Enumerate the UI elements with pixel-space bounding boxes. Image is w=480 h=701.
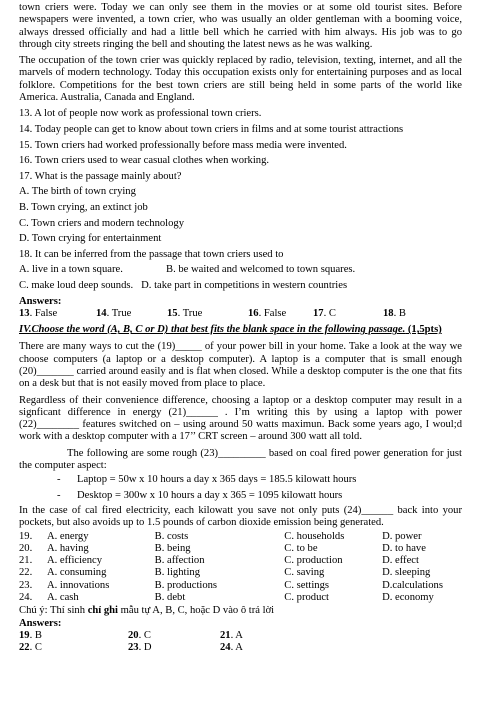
cloze-paragraph-4: In the case of cal fired electricity, each kilowatt you save not only puts (24)______ back into your pockets, but also avoids up to 1.5 pounds of carbon dioxide emission being generated. (19, 504, 462, 529)
choices-row-21: 21. A. efficiency B. affection C. production D. effect (19, 555, 419, 567)
cloze-paragraph-3: The following are some rough (23)_________ based on coal fired power generation for just the computer aspect: (19, 447, 462, 472)
question-17-option-d: D. Town crying for entertainment (19, 233, 162, 245)
answer-key-row-1 (19, 630, 243, 642)
answer-15: 15. True (167, 307, 203, 319)
bullet-laptop: - Laptop = 50w x 10 hours a day x 365 days = 185.5 kilowatt hours (57, 474, 357, 486)
answer-16: 16. False (248, 307, 287, 319)
statement-15: 15. Town criers had worked professionally before mass media were invented. (19, 139, 347, 151)
answer-key-row-2 (19, 642, 243, 654)
answer-key-19-24 (19, 630, 243, 655)
cloze-paragraph-2: Regardless of their convenience difference, choosing a laptop or a desktop computer may result in a signficant difference in energy (21)______ . I’m writing this by using a laptop with power (22)________ features switched on – using around 50 watts maximun. Back some years ago, I woul;d work with a desktop computer with a 17’’ CRT screen – around 300 watt all told. (19, 394, 462, 443)
answer-key-13-18 (19, 308, 462, 320)
answers-label-2: Answers: (19, 617, 62, 629)
question-18: 18. It can be inferred from the passage that town criers used to (19, 248, 284, 260)
question-18-options-row-1 (19, 264, 462, 276)
choices-row-23: 23. A. innovations B. productions C. settings D.calculations (19, 579, 443, 591)
cloze-paragraph-1: There are many ways to cut the (19)_____ of your power bill in your home. Take a look at the way we choose computers (a laptop or a desktop computer). A laptop is a computer that is small enough (20)_______ carried around easily and is flat when closed. While a desktop computer is the one that fits on a desk but that is not easily moved from place to place. (19, 341, 462, 390)
answer-23: 23. D (128, 642, 152, 654)
answer-20: 20. C (128, 629, 151, 641)
question-17-option-a: A. The birth of town crying (19, 186, 136, 198)
answer-14: 14. True (96, 307, 132, 319)
section-iv-title: IV.Choose the word (A, B, C or D) that best fits the blank space in the following passage. (1,5pts) (19, 324, 442, 336)
question-18-option-b: B. be waited and welcomed to town squares. (166, 264, 356, 276)
statement-14: 14. Today people can get to know about town criers in films and at some tourist attractions (19, 123, 404, 135)
passage-paragraph-1: town criers were. Today we can only see them in the movies or at some old tourist sites. Before newspapers were invented, a town crier, who was usually an older gentleman with a booming voice, always dressed officially and had a little bell which he carried with him always. His job was to go through city streets ringing the bell and shouting the latest news as he was walking. (19, 2, 462, 50)
question-18-option-d: D. take part in competitions in western countries (141, 279, 348, 291)
answers-label-1: Answers: (19, 295, 62, 307)
choices-row-20: 20. A. having B. being C. to be D. to have (19, 542, 426, 554)
question-17-option-b: B. Town crying, an extinct job (19, 201, 148, 213)
statement-16: 16. Town criers used to wear casual clothes when working. (19, 155, 270, 167)
choices-row-22: 22. A. consuming B. lighting C. saving D. sleeping (19, 567, 431, 579)
question-17-option-c: C. Town criers and modern technology (19, 217, 184, 229)
choices-row-19: 19. A. energy B. costs C. households D. power (19, 530, 422, 542)
statement-13: 13. A lot of people now work as professional town criers. (19, 108, 262, 120)
answer-19: 19. B (19, 629, 42, 641)
question-18-option-a: A. live in a town square. (19, 264, 123, 276)
choices-row-24: 24. A. cash B. debt C. product D. economy (19, 592, 434, 604)
question-17: 17. What is the passage mainly about? (19, 170, 182, 182)
answer-21: 21. A (220, 629, 243, 641)
answer-22: 22. C (19, 642, 42, 654)
question-18-option-c: C. make loud deep sounds. (19, 279, 134, 291)
choices-table (19, 531, 462, 605)
passage-paragraph-2: The occupation of the town crier was quickly replaced by radio, television, texting, internet, and all the marvels of modern technology. Today this occupation exists only for entertaining purposes and as local folklore. Competitions for the best town criers are still being held in some parts of the world like America. Australia, Canada and England. (19, 55, 462, 104)
answer-13: 13. False (19, 307, 58, 319)
question-18-options-row-2 (19, 280, 462, 292)
answer-18: 18. B (383, 307, 406, 319)
answer-17: 17. C (313, 307, 336, 319)
answer-instruction-note: Chú ý: Thí sinh chỉ ghi mẫu tự A, B, C, hoặc D vào ô trả lời (19, 605, 275, 617)
bullet-desktop: - Desktop = 300w x 10 hours a day x 365 = 1095 kilowatt hours (57, 489, 343, 501)
answer-24: 24. A (220, 642, 243, 654)
